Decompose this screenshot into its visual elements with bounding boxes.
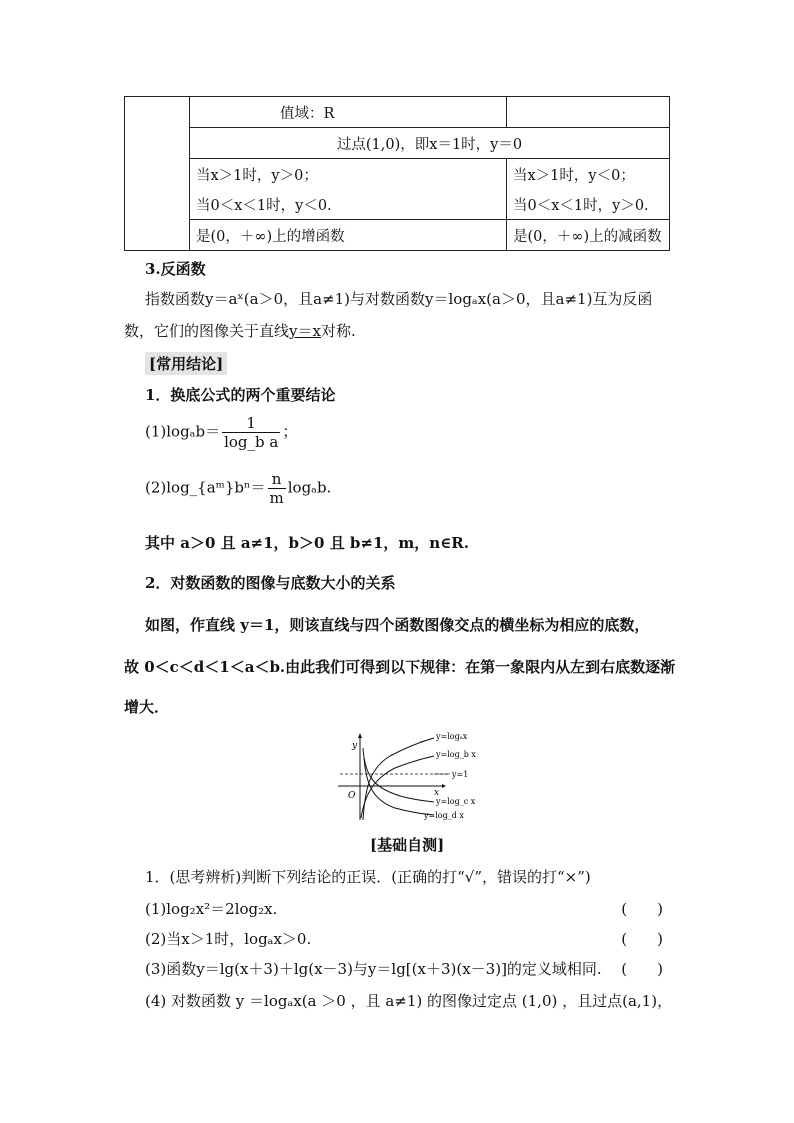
curve-log-c <box>363 748 434 802</box>
leader-b <box>425 756 434 758</box>
selftest-item-1: (1)log₂x²＝2log₂x. ( ) <box>145 900 663 918</box>
left-cond-1: 当x＞1时，y＞0； <box>190 159 507 190</box>
label-origin: O <box>348 791 356 801</box>
left-monotonic: 是(0，＋∞)上的增函数 <box>190 220 507 251</box>
formula-2-fraction: $\frac{n}{m}$ <box>269 470 284 507</box>
label-x: x <box>434 788 440 798</box>
label-curve-b: y=log_b x <box>436 750 476 759</box>
left-cond-2: 当0＜x＜1时，y＜0. <box>190 189 507 220</box>
selftest-heading: [基础自测] <box>370 836 445 854</box>
x-axis-arrow <box>442 784 446 788</box>
section3-line1: 指数函数y＝aˣ(a＞0，且a≠1)与对数函数y＝logₐx(a＞0，且a≠1)互为反函 <box>145 290 653 308</box>
right-monotonic: 是(0，＋∞)上的减函数 <box>507 220 670 251</box>
conclusion2-title: 2．对数函数的图像与底数大小的关系 <box>145 574 396 592</box>
curve-log-a <box>363 738 434 820</box>
selftest-item-2: (2)当x＞1时，logₐx＞0. ( ) <box>145 930 663 948</box>
label-line-y1: y=1 <box>452 770 469 779</box>
conclusion2-para1: 如图，作直线 y＝1，则该直线与四个函数图像交点的横坐标为相应的底数， <box>145 616 650 634</box>
formula-1: (1)logₐb＝ $\frac{1}{\text{log\_b a}}$ ； <box>145 414 298 451</box>
answer-blank-3[interactable]: ( ) <box>621 960 663 978</box>
answer-blank-1[interactable]: ( ) <box>621 900 663 918</box>
answer-blank-2[interactable]: ( ) <box>621 930 663 948</box>
fixed-point-cell: 过点(1,0)，即x＝1时，y＝0 <box>190 128 670 159</box>
range-cell-right <box>507 97 670 128</box>
selftest-item-4: (4) 对数函数 y ＝logₐx(a ＞0 ，且 a≠1) 的图像过定点 (1,0) ，且过点(a,1)， <box>145 992 673 1010</box>
label-curve-c: y=log_c x <box>436 797 476 806</box>
selftest-item-3: (3)函数y＝lg(x＋3)＋lg(x－3)与y＝lg[(x＋3)(x－3)]的定义域相同. ( ) <box>145 960 663 978</box>
label-curve-d: y=log_d x <box>424 811 464 820</box>
selftest-q1: 1．(思考辨析)判断下列结论的正误．(正确的打“√”，错误的打“×”) <box>145 868 591 886</box>
table-blank-cell <box>125 97 190 251</box>
conclusion1-title: 1．换底公式的两个重要结论 <box>145 386 336 404</box>
right-cond-1: 当x＞1时，y＜0； <box>507 159 670 190</box>
y-axis-arrow <box>358 733 362 738</box>
label-y: y <box>352 741 358 751</box>
section3-line2: 数，它们的图像关于直线y＝x对称. <box>124 322 356 340</box>
conclusion2-para2: 故 0＜c＜d＜1＜a＜b.由此我们可得到以下规律：在第一象限内从左到右底数逐渐 <box>124 658 676 676</box>
conclusion-condition: 其中 a＞0 且 a≠1，b＞0 且 b≠1，m，n∈R. <box>145 534 469 552</box>
section3-heading: 3.反函数 <box>145 260 206 278</box>
range-cell: 值域：R <box>190 97 507 128</box>
conclusion2-para3: 增大． <box>124 698 170 716</box>
log-properties-table <box>124 96 670 251</box>
formula-1-fraction: $\frac{1}{\text{log\_b a}}$ <box>224 414 279 451</box>
line-y-equals-x: y＝x <box>289 322 321 340</box>
log-graphs-figure <box>330 728 500 828</box>
right-cond-2: 当0＜x＜1时，y＞0. <box>507 189 670 220</box>
label-curve-a: y=logₐx <box>436 732 468 741</box>
conclusions-tag: [常用结论] <box>145 352 227 375</box>
formula-2: (2)log_{aᵐ}bⁿ＝ $\frac{n}{m}$ logₐb. <box>145 470 332 507</box>
leader-a <box>420 738 434 742</box>
